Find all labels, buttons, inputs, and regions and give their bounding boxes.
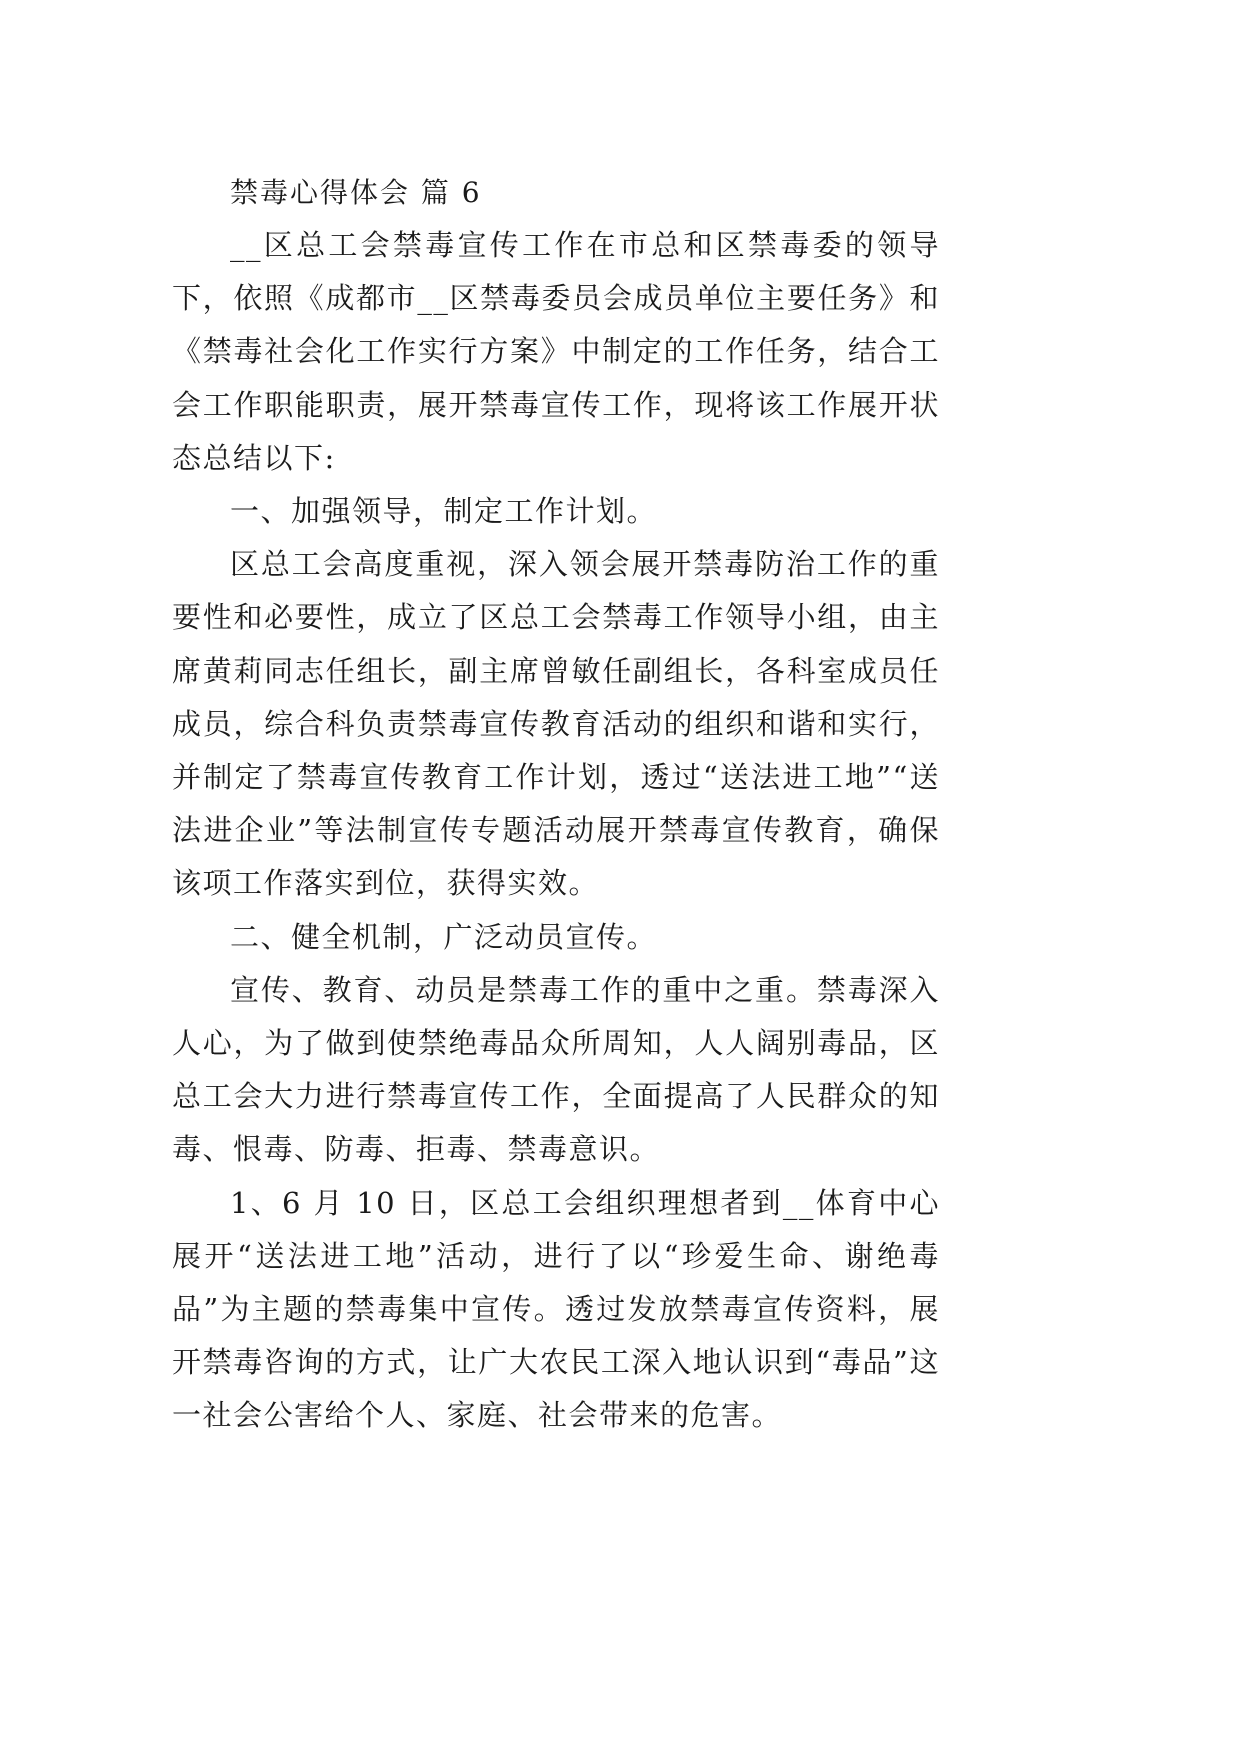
- paragraph-item-1: 1、6 月 10 日，区总工会组织理想者到__体育中心展开“送法进工地”活动，进行了以“珍爱生命、谢绝毒品”为主题的禁毒集中宣传。透过发放禁毒宣传资料，展开禁毒咨询的方式，让广大农民工深入地认识到“毒品”这一社会公害给个人、家庭、社会带来的危害。: [172, 1185, 940, 1433]
- section-heading-1: 一、加强领导，制定工作计划。: [230, 494, 658, 529]
- document-title: 禁毒心得体会 篇 6: [230, 176, 482, 209]
- section-heading-2: 二、健全机制，广泛动员宣传。: [230, 919, 658, 954]
- paragraph-intro: __区总工会禁毒宣传工作在市总和区禁毒委的领导下，依照《成都市__区禁毒委员会成员单位主要任务》和《禁毒社会化工作实行方案》中制定的工作任务，结合工会工作职能职责，展开禁毒宣传工作，现将该工作展开状态总结以下:: [172, 228, 940, 475]
- paragraph-section-1: 区总工会高度重视，深入领会展开禁毒防治工作的重要性和必要性，成立了区总工会禁毒工作领导小组，由主席黄莉同志任组长，副主席曾敏任副组长，各科室成员任成员，综合科负责禁毒宣传教育活动的组织和谐和实行，并制定了禁毒宣传教育工作计划，透过“送法进工地”“送法进企业”等法制宣传专题活动展开禁毒宣传教育，确保该项工作落实到位，获得实效。: [172, 547, 940, 901]
- document-body: [172, 166, 940, 1443]
- paragraph-section-2: 宣传、教育、动员是禁毒工作的重中之重。禁毒深入人心，为了做到使禁绝毒品众所周知，人人阔别毒品，区总工会大力进行禁毒宣传工作，全面提高了人民群众的知毒、恨毒、防毒、拒毒、禁毒意识。: [172, 972, 940, 1167]
